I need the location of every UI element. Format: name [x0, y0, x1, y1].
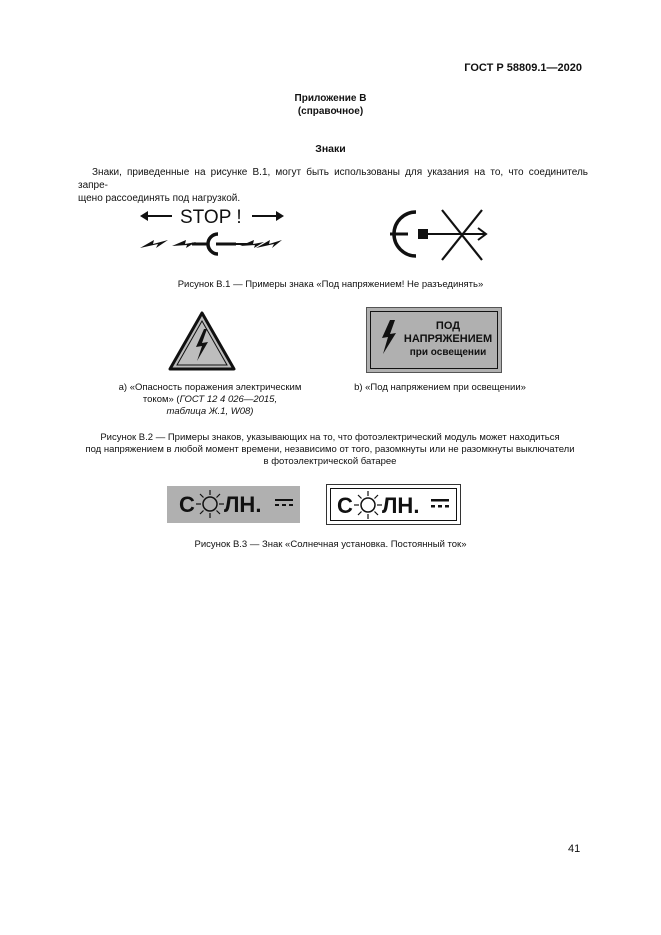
sign-line-2: НАПРЯЖЕНИЕМ: [403, 333, 493, 345]
figure-1-caption: Рисунок В.1 — Примеры знака «Под напряжением! Не разъединять»: [177, 279, 484, 290]
direct-current-icon: [431, 498, 449, 510]
sun-icon: [353, 490, 383, 520]
crossed-plug-icon: [390, 210, 486, 260]
sign-letter-c: С: [179, 492, 195, 517]
appendix-title: [0, 92, 661, 118]
lightning-right-icon: [240, 240, 282, 248]
section-heading: Знаки: [315, 143, 346, 155]
appendix-title-line: Приложение В: [294, 93, 367, 104]
sign-letter-c: С: [337, 493, 353, 518]
sign-letters-ln: ЛН.: [224, 492, 262, 517]
intro-line-1: [78, 166, 588, 192]
direct-current-icon: [275, 498, 293, 508]
caption-a-line-2: [110, 394, 310, 406]
connector-icon: [192, 234, 248, 254]
intro-paragraph: [78, 166, 588, 205]
caption-a-line-1: а) «Опасность поражения электрическим: [118, 382, 302, 393]
solar-dc-sign-gray: [167, 486, 300, 523]
crossed-connector-sign: [388, 206, 492, 264]
figure-2-caption-line-2: под напряжением в любой момент времени, независимо от того, разомкнуты или не разомкнуты выключатели: [85, 444, 575, 455]
sign-letters-ln: ЛН.: [382, 493, 420, 518]
lightning-left-icon: [140, 240, 196, 248]
intro-line-1-text: Знаки, приведенные на рисунке В.1, могут быть использованы для указания на то, что соединитель запре-: [78, 167, 588, 191]
figure-2b-caption: b) «Под напряжением при освещении»: [354, 382, 526, 393]
figure-2-caption-line-1: Рисунок В.2 — Примеры знаков, указывающих на то, что фотоэлектрический модуль может находиться: [100, 432, 560, 443]
caption-a-line-2-plain: током» (: [142, 394, 180, 405]
right-arrow-icon: [252, 211, 284, 221]
document-id: ГОСТ Р 58809.1—2020: [464, 62, 582, 74]
page-number: 41: [568, 843, 581, 855]
solar-dc-sign-white: [326, 484, 461, 525]
caption-a-line-2-italic: ГОСТ 12 4 026—2015,: [179, 394, 278, 405]
stop-text: STOP !: [180, 207, 242, 228]
figure-2-caption-line-3: в фотоэлектрической батарее: [263, 456, 397, 467]
figure-2a-caption: [110, 382, 310, 418]
electric-hazard-sign: [168, 311, 236, 371]
caption-a-line-3: таблица Ж.1, W08): [166, 406, 254, 417]
figure-3-caption: Рисунок В.3 — Знак «Солнечная установка. Постоянный ток»: [194, 539, 467, 550]
intro-line-2: щено рассоединять под нагрузкой.: [78, 193, 241, 204]
figure-2-caption: [56, 432, 604, 468]
live-when-illuminated-sign: [366, 307, 502, 373]
left-arrow-icon: [140, 211, 172, 221]
sun-icon: [195, 489, 225, 519]
sign-line-3: при освещении: [409, 347, 487, 358]
stop-disconnect-sign: [136, 204, 286, 256]
appendix-subtitle: (справочное): [297, 106, 364, 117]
sign-line-1: ПОД: [435, 320, 461, 332]
